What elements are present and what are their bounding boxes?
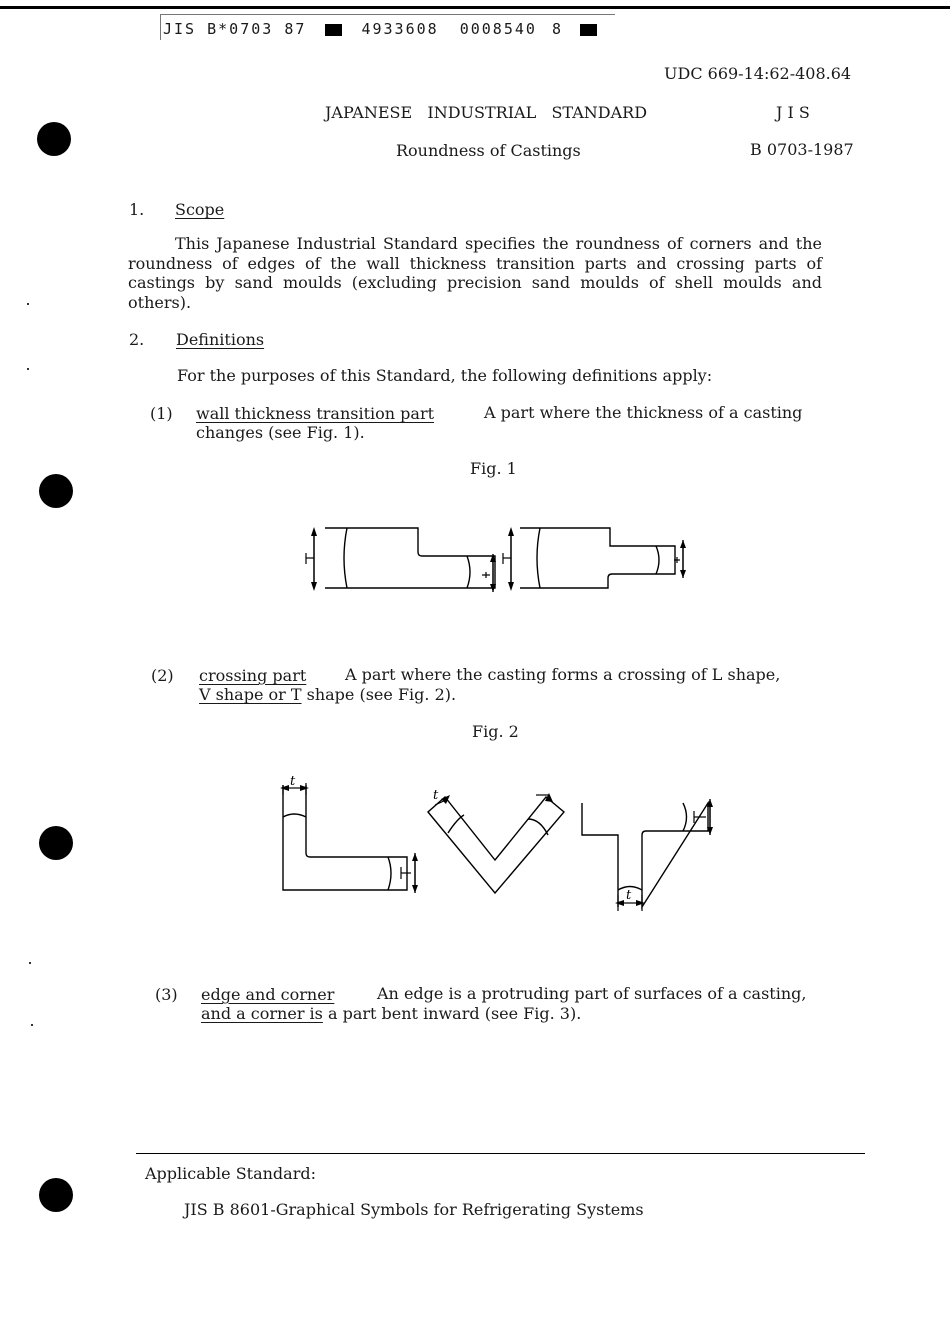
label-t: t [433,788,439,803]
item-text-cont-underlined: V shape or T [199,685,302,704]
speck [27,303,29,305]
term-wall-thickness: wall thickness transition part [196,404,435,423]
punch-hole [37,122,71,156]
applicable-standard-label: Applicable Standard: [145,1164,316,1183]
section-heading-definitions: Definitions [176,330,265,349]
stamp-number-2: 0008540 [459,20,537,38]
punch-hole [39,826,73,860]
section-number: 2. [129,330,145,349]
stamp-block-icon [325,24,342,36]
item-text-cont [201,1004,581,1023]
item-text-cont-underlined: and a corner is [201,1004,323,1023]
item-text-cont-rest: a part bent inward (see Fig. 3). [322,1004,582,1023]
jis-mark: J I S [776,103,810,122]
stamp-digit: 8 [551,20,563,38]
page-title: Roundness of Castings [396,141,581,160]
top-rule [0,6,950,9]
item-text: A part where the thickness of a casting [484,403,803,422]
stamp-line [163,20,597,38]
figure-2-diagram [270,775,720,915]
definitions-intro: For the purposes of this Standard, the following definitions apply: [177,366,713,385]
stamp-block-icon [580,24,597,36]
label-t: t [626,888,632,903]
item-number: (1) [150,404,173,423]
stamp-number-1: 4933608 [361,20,439,38]
stamp-underline [160,14,615,15]
speck [29,962,31,964]
item-number: (2) [151,666,174,685]
item-text-cont-rest: shape (see Fig. 2). [301,685,457,704]
item-text: An edge is a protruding part of surfaces of a casting, [377,984,807,1003]
section-number: 1. [129,200,145,219]
section-heading-scope: Scope [175,200,225,219]
figure-caption: Fig. 2 [472,722,519,741]
stamp-corner [160,14,161,40]
figure-caption: Fig. 1 [470,459,517,478]
standard-org: JAPANESE INDUSTRIAL STANDARD [325,103,648,122]
label-t: t [290,775,296,789]
standard-number: B 0703-1987 [750,140,854,159]
item-text: A part where the casting forms a crossing of L shape, [345,665,781,684]
stamp-code: JIS B*0703 87 [163,20,307,38]
term-edge-and-corner: edge and corner [201,985,335,1004]
footer-rule [136,1153,865,1154]
scope-paragraph: This Japanese Industrial Standard specifies the roundness of corners and the roundness of edges of the wall thickness transition parts and crossing parts of castings by sand moulds (excluding precision sand moulds of shell moulds and others). [128,234,822,312]
speck [31,1024,33,1026]
applicable-standard-ref: JIS B 8601-Graphical Symbols for Refrigerating Systems [184,1200,644,1219]
figure-1-diagram [300,518,700,598]
item-text-cont: changes (see Fig. 1). [196,423,365,442]
item-number: (3) [155,985,178,1004]
speck [27,368,29,370]
term-crossing-part: crossing part [199,666,307,685]
item-text-cont [199,685,456,704]
punch-hole [39,1178,73,1212]
punch-hole [39,474,73,508]
udc-code: UDC 669-14:62-408.64 [664,64,852,83]
